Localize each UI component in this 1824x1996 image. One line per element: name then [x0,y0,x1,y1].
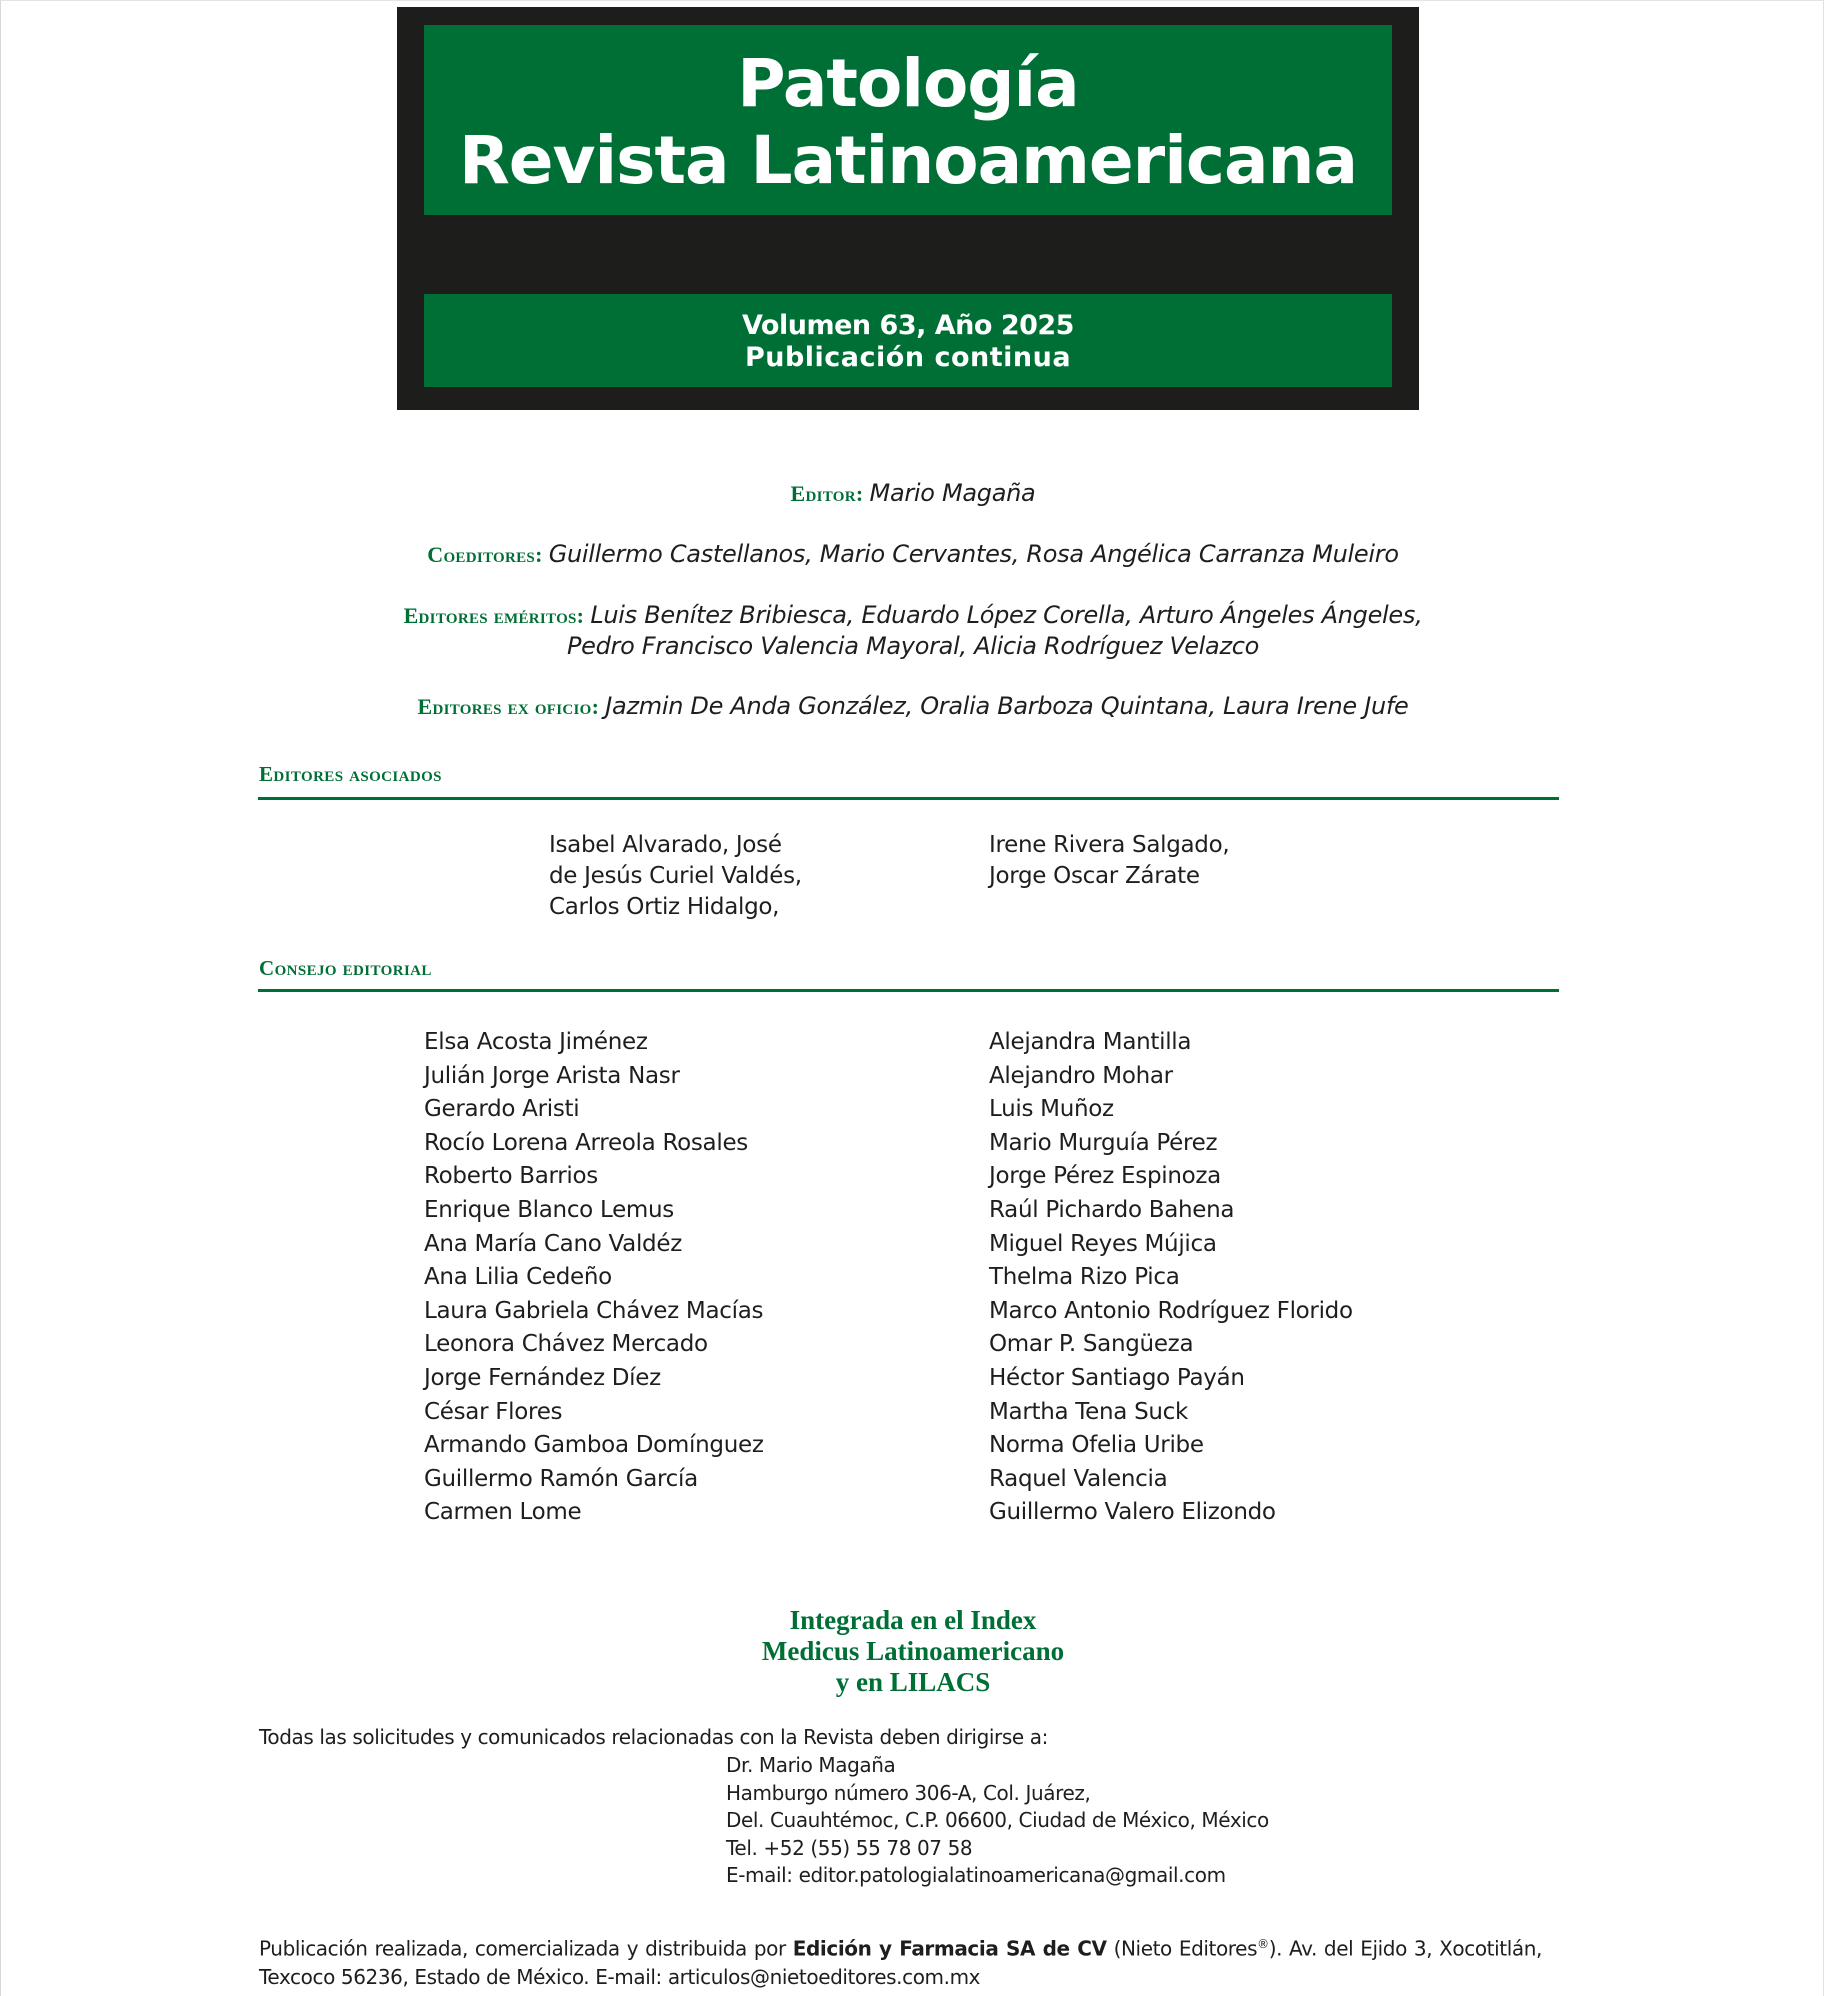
publisher-company: Edición y Farmacia SA de CV [792,1936,1107,1961]
list-item: Gerardo Aristi [424,1096,580,1123]
journal-header [397,7,1419,410]
editorial-council-right-list [989,1026,1353,1530]
list-item: Marco Antonio Rodríguez Florido [989,1297,1353,1324]
list-item: Norma Ofelia Uribe [989,1432,1204,1459]
volume-year: Volumen 63, Año 2025 [742,310,1074,341]
exofficio-editors-row [1,691,1824,722]
list-item: Mario Murguía Pérez [989,1129,1218,1156]
volume-banner [424,294,1392,387]
list-item: Ana Lilia Cedeño [424,1264,612,1291]
list-item: Guillermo Ramón García [424,1465,698,1492]
list-item: Laura Gabriela Chávez Macías [424,1297,764,1324]
publisher-statement [259,1930,1542,1991]
publisher-address: ). Av. del Ejido 3, Xocotitlán, Texcoco 56236, Estado de México. E-mail: articulos@nietoeditores.com.mx [259,1936,1542,1989]
indexing-line3: y en LILACS [835,1667,991,1697]
associate-editors-right-list [989,830,1229,892]
list-item: Carlos Ortiz Hidalgo, [549,894,780,920]
list-item: César Flores [424,1398,563,1425]
coeditors-row [1,539,1824,570]
emeritus-names-line1: Luis Benítez Bribiesca, Eduardo López Corella, Arturo Ángeles Ángeles, [590,601,1423,629]
list-item: Irene Rivera Salgado, [989,832,1230,858]
indexing-line2: Medicus Latinoamericano [761,1636,1065,1666]
journal-title-line1: Patología [737,45,1079,122]
publisher-brand: (Nieto Editores [1113,1936,1258,1961]
associate-editors-heading: Editores asociados [259,762,442,786]
indexing-statement [1,1605,1824,1698]
list-item: Omar P. Sangüeza [989,1331,1194,1358]
coeditors-label: Coeditores: [427,542,543,567]
editor-row [1,478,1824,509]
contact-city: Del. Cuauhtémoc, C.P. 06600, Ciudad de México, México [726,1808,1269,1832]
emeritus-editors-row [1,600,1824,662]
list-item: Julián Jorge Arista Nasr [424,1062,680,1089]
associate-editors-left-list [549,830,802,923]
list-item: Rocío Lorena Arreola Rosales [424,1129,748,1156]
list-item: Martha Tena Suck [989,1398,1189,1425]
coeditors-names: Guillermo Castellanos, Mario Cervantes, Rosa Angélica Carranza Muleiro [548,540,1399,568]
registered-mark: ® [1257,1937,1269,1951]
list-item: de Jesús Curiel Valdés, [549,863,802,889]
contact-email: E-mail: editor.patologialatinoamericana@gmail.com [726,1863,1226,1887]
emeritus-label: Editores eméritos: [403,603,585,628]
list-item: Roberto Barrios [424,1163,598,1190]
list-item: Guillermo Valero Elizondo [989,1499,1276,1526]
list-item: Héctor Santiago Payán [989,1364,1245,1391]
contact-name: Dr. Mario Magaña [726,1753,896,1777]
list-item: Alejandro Mohar [989,1062,1173,1089]
list-item: Jorge Pérez Espinoza [989,1163,1221,1190]
contact-phone: Tel. +52 (55) 55 78 07 58 [726,1835,973,1860]
list-item: Enrique Blanco Lemus [424,1196,674,1223]
list-item: Thelma Rizo Pica [989,1264,1180,1291]
list-item: Carmen Lome [424,1499,582,1526]
publication-type: Publicación continua [744,342,1072,373]
emeritus-names-line2: Pedro Francisco Valencia Mayoral, Alicia Rodríguez Velazco [566,632,1260,660]
exofficio-label: Editores ex oficio: [417,694,600,719]
list-item: Miguel Reyes Mújica [989,1230,1217,1257]
list-item: Jorge Oscar Zárate [989,863,1200,889]
associate-editors-divider [258,797,1559,800]
contact-intro: Todas las solicitudes y comunicados relacionadas con la Revista deben dirigirse a: [259,1725,1048,1749]
list-item: Alejandra Mantilla [989,1029,1192,1055]
editor-label: Editor: [790,481,864,506]
journal-title-line2: Revista Latinoamericana [458,122,1358,199]
contact-address [726,1752,1269,1890]
journal-title-banner [424,25,1392,215]
list-item: Raquel Valencia [989,1465,1168,1492]
list-item: Leonora Chávez Mercado [424,1331,708,1358]
list-item: Luis Muñoz [989,1096,1114,1123]
list-item: Elsa Acosta Jiménez [424,1029,648,1055]
publisher-prefix: Publicación realizada, comercializada y distribuida por [259,1936,786,1961]
list-item: Ana María Cano Valdéz [424,1230,682,1257]
editor-names: Mario Magaña [869,479,1036,507]
contact-street: Hamburgo número 306-A, Col. Juárez, [726,1780,1091,1805]
list-item: Raúl Pichardo Bahena [989,1196,1235,1223]
indexing-line1: Integrada en el Index [789,1605,1037,1635]
list-item: Isabel Alvarado, José [549,832,782,858]
list-item: Jorge Fernández Díez [424,1364,661,1391]
editorial-council-heading: Consejo editorial [259,956,432,980]
editorial-council-divider [258,989,1559,992]
exofficio-names: Jazmin De Anda González, Oralia Barboza Quintana, Laura Irene Jufe [605,692,1409,720]
editorial-council-left-list [424,1026,764,1530]
list-item: Armando Gamboa Domínguez [424,1432,764,1459]
